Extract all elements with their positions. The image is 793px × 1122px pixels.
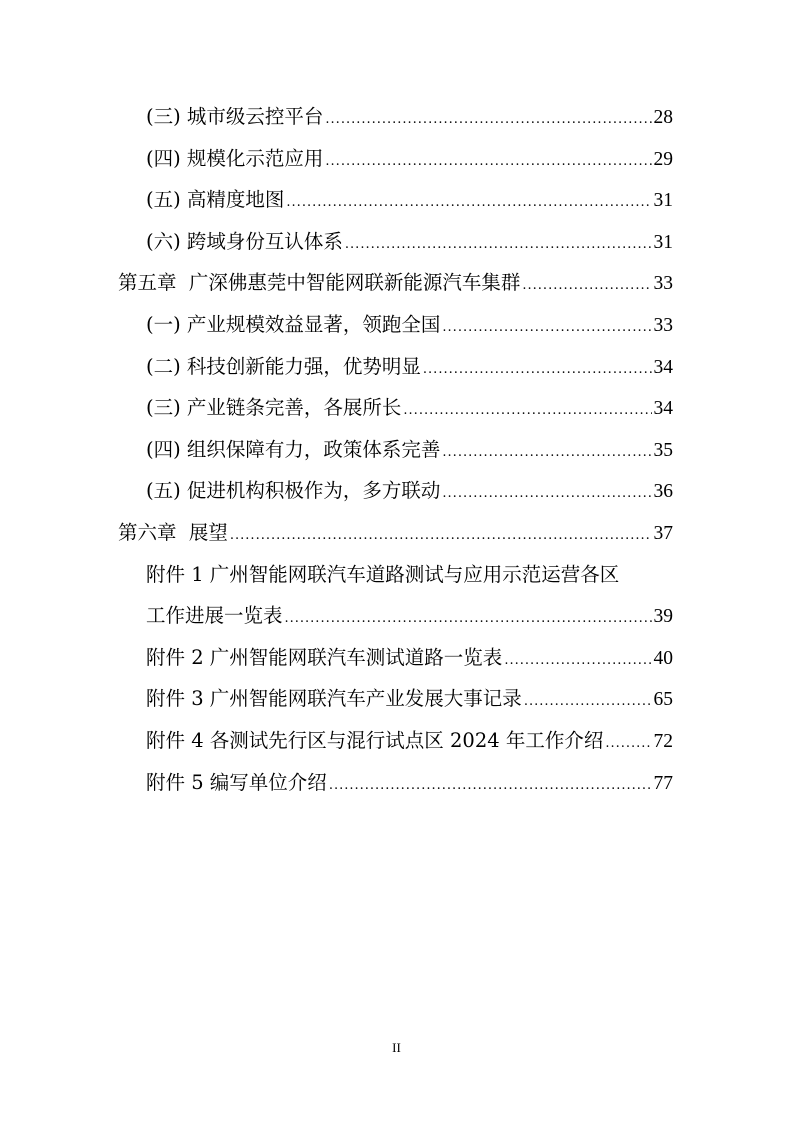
page-footer-number: II [392, 1040, 401, 1055]
dot-leader [423, 363, 652, 376]
toc-page-number: 31 [653, 190, 673, 212]
toc-entry-label: 附件 2 广州智能网联汽车测试道路一览表 [146, 645, 503, 669]
toc-entry-label: 附件 5 编写单位介绍 [146, 770, 327, 794]
toc-entry-label: (三) 产业链条完善，各展所长 [146, 396, 402, 420]
toc-page-number: 36 [653, 481, 673, 503]
dot-leader [522, 279, 651, 292]
toc-entry-label: 第五章 广深佛惠莞中智能网联新能源汽车集群 [118, 271, 521, 295]
dot-leader [286, 196, 651, 209]
dot-leader [345, 238, 652, 251]
toc-appendix-entry[interactable] [0, 554, 793, 596]
toc-page-number: 31 [653, 231, 673, 253]
dot-leader [442, 487, 651, 500]
dot-leader [504, 654, 651, 667]
dot-leader [325, 155, 651, 168]
toc-entry[interactable] [0, 429, 793, 471]
toc-entry-label: 第六章 展望 [118, 520, 228, 544]
toc-page-number: 33 [653, 314, 673, 336]
toc-page-number: 39 [653, 606, 673, 628]
dot-leader [403, 404, 651, 417]
toc-entry-label: (五) 促进机构积极作为，多方联动 [146, 479, 441, 503]
toc-entry-label: 附件 1 广州智能网联汽车道路测试与应用示范运营各区 [146, 562, 620, 586]
toc-page-number: 65 [653, 689, 673, 711]
dot-leader [442, 321, 651, 334]
toc-entry-label: (四) 组织保障有力，政策体系完善 [146, 437, 441, 461]
toc-page-number: 35 [653, 439, 673, 461]
toc-page-number: 40 [653, 647, 673, 669]
table-of-contents [0, 96, 793, 803]
toc-entry[interactable] [0, 96, 793, 138]
toc-chapter-entry[interactable] [0, 512, 793, 554]
toc-entry[interactable] [0, 470, 793, 512]
toc-entry-label: 附件 4 各测试先行区与混行试点区 2024 年工作介绍 [146, 728, 604, 752]
toc-page-number: 33 [653, 273, 673, 295]
toc-appendix-entry[interactable] [0, 720, 793, 762]
toc-entry[interactable] [0, 387, 793, 429]
toc-chapter-entry[interactable] [0, 262, 793, 304]
toc-entry-label: 工作进展一览表 [146, 604, 283, 628]
toc-appendix-entry[interactable] [0, 637, 793, 679]
toc-appendix-entry[interactable] [0, 762, 793, 804]
toc-page-number: 77 [653, 772, 673, 794]
toc-page-number: 37 [653, 522, 673, 544]
toc-page-number: 29 [653, 148, 673, 170]
toc-page-number: 28 [653, 107, 673, 128]
toc-entry-label: (三) 城市级云控平台 [146, 105, 324, 128]
toc-entry[interactable] [0, 179, 793, 221]
toc-entry-label: (四) 规模化示范应用 [146, 146, 324, 170]
toc-entry-label: 附件 3 广州智能网联汽车产业发展大事记录 [146, 687, 522, 711]
dot-leader [325, 113, 651, 126]
toc-appendix-entry[interactable] [0, 678, 793, 720]
toc-entry[interactable] [0, 304, 793, 346]
toc-entry[interactable] [0, 138, 793, 180]
dot-leader [329, 779, 652, 792]
toc-page-number: 34 [653, 398, 673, 420]
toc-entry[interactable] [0, 346, 793, 388]
toc-page-number: 34 [653, 356, 673, 378]
dot-leader [285, 612, 652, 625]
toc-entry-label: (五) 高精度地图 [146, 188, 285, 212]
toc-entry-label: (二) 科技创新能力强，优势明显 [146, 354, 421, 378]
toc-appendix-entry-continued[interactable] [0, 595, 793, 637]
dot-leader [524, 695, 652, 708]
dot-leader [605, 737, 651, 750]
dot-leader [442, 446, 651, 459]
toc-entry[interactable] [0, 221, 793, 263]
dot-leader [230, 529, 652, 542]
toc-entry-label: (六) 跨域身份互认体系 [146, 229, 343, 253]
toc-page-number: 72 [653, 730, 673, 752]
toc-entry-label: (一) 产业规模效益显著，领跑全国 [146, 312, 441, 336]
